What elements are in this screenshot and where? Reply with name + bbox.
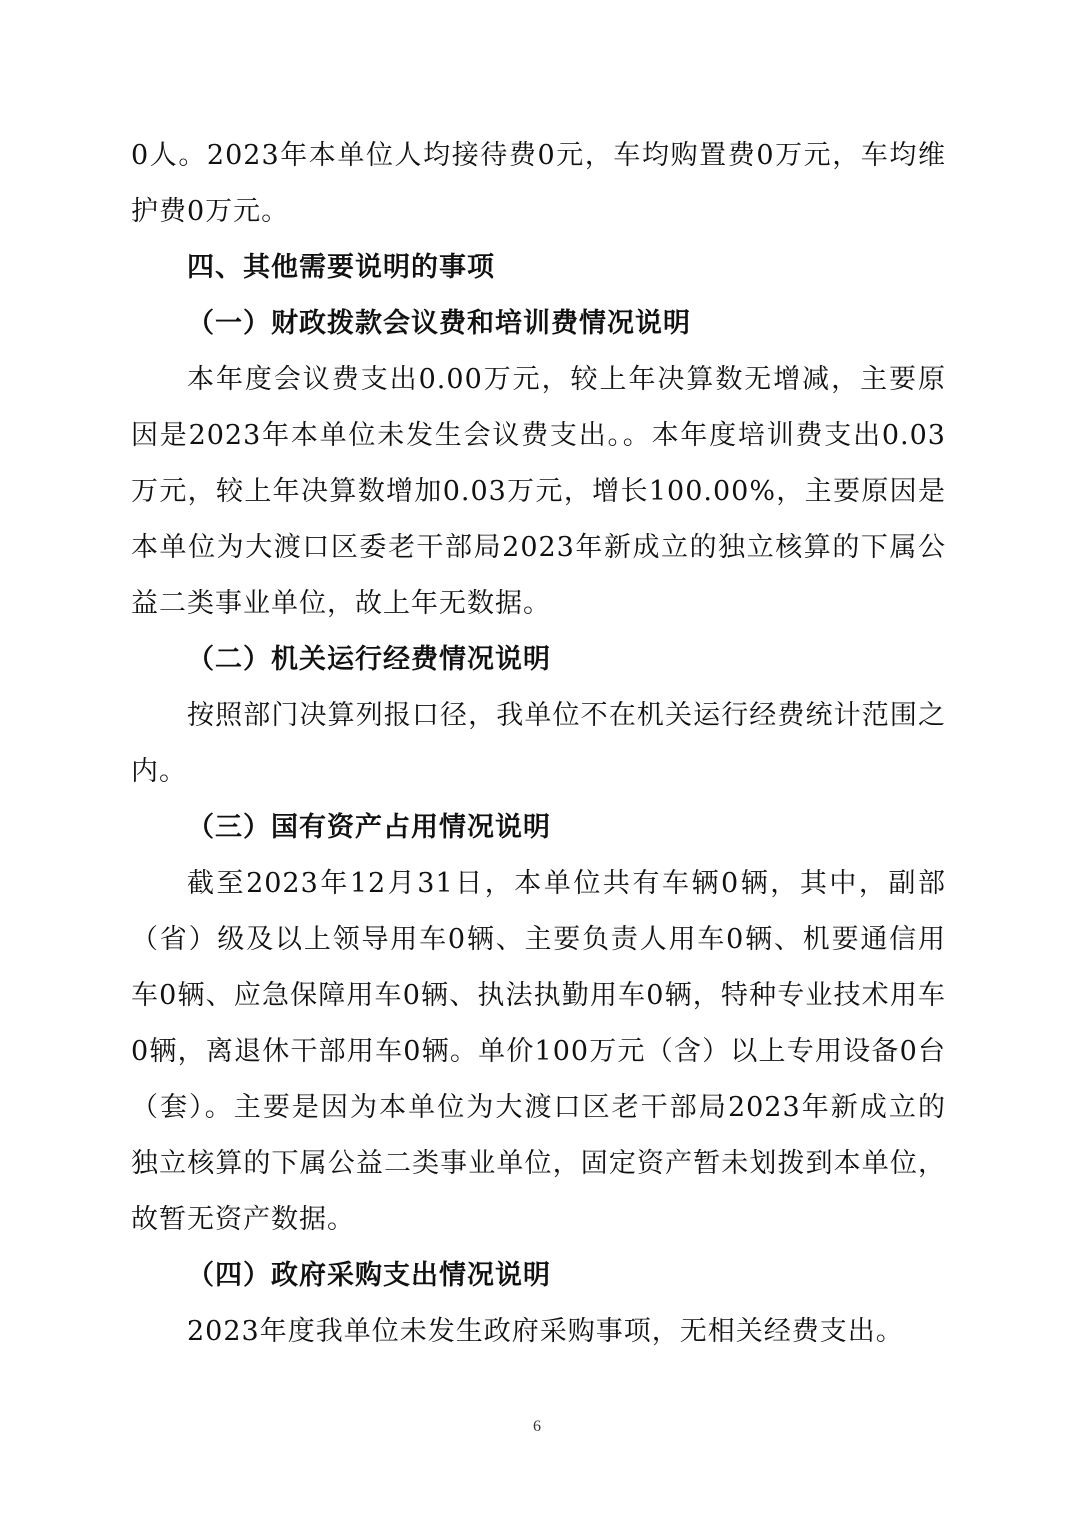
paragraph-operating-expenses: 按照部门决算列报口径，我单位不在机关运行经费统计范围之内。 xyxy=(131,700,946,787)
subheading-state-assets: （三）国有资产占用情况说明 xyxy=(187,812,551,843)
subheading-meeting-training-fees: （一）财政拨款会议费和培训费情况说明 xyxy=(187,308,691,339)
paragraph-government-procurement: 2023年度我单位未发生政府采购事项，无相关经费支出。 xyxy=(187,1316,904,1347)
paragraph-meeting-training-fees: 本年度会议费支出0.00万元，较上年决算数无增减，主要原因是2023年本单位未发生会议费支出。。本年度培训费支出0.03万元，较上年决算数增加0.03万元，增长100.00%，主要原因是本单位为大渡口区委老干部局2023年新成立的独立核算的下属公益二类事业单位，故上年无数据。 xyxy=(131,364,946,619)
page-number: 6 xyxy=(533,1418,541,1435)
section-heading-other-matters: 四、其他需要说明的事项 xyxy=(187,252,495,283)
document-body xyxy=(131,128,946,1360)
paragraph-continuation: 0人。2023年本单位人均接待费0元，车均购置费0万元，车均维护费0万元。 xyxy=(131,140,946,227)
paragraph-state-assets: 截至2023年12月31日，本单位共有车辆0辆，其中，副部（省）级及以上领导用车0辆、主要负责人用车0辆、机要通信用车0辆、应急保障用车0辆、执法执勤用车0辆，特种专业技术用车0辆，离退休干部用车0辆。单价100万元（含）以上专用设备0台（套）。主要是因为本单位为大渡口区老干部局2023年新成立的独立核算的下属公益二类事业单位，固定资产暂未划拨到本单位，故暂无资产数据。 xyxy=(131,868,946,1235)
subheading-government-procurement: （四）政府采购支出情况说明 xyxy=(187,1260,551,1291)
subheading-operating-expenses: （二）机关运行经费情况说明 xyxy=(187,644,551,675)
